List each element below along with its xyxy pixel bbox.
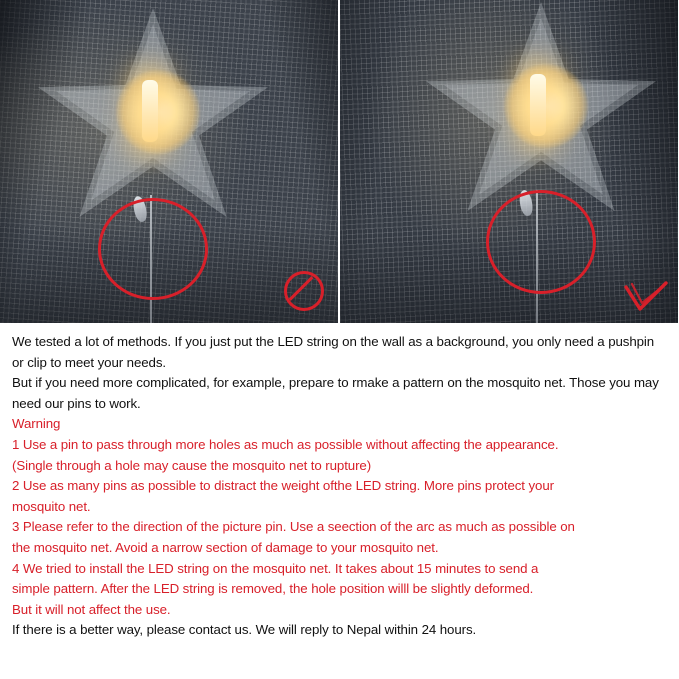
paragraph-intro-4: need our pins to work. <box>12 395 141 411</box>
rule-2-line-2: mosquito net. <box>12 498 91 514</box>
paragraph-intro-2: or clip to meet your needs. <box>12 354 166 370</box>
image-strip <box>0 0 679 323</box>
photo-correct-example <box>340 0 678 323</box>
rule-3-line-1: 3 Please refer to the direction of the picture pin. Use a seection of the arc as much as possible on <box>12 519 575 535</box>
led-star-light <box>38 8 268 228</box>
bulb-filament <box>530 74 546 136</box>
photo-incorrect-example <box>0 0 338 323</box>
rule-1-line-2: (Single through a hole may cause the mosquito net to rupture) <box>12 457 372 473</box>
instruction-text <box>0 323 679 640</box>
rule-2-line-1: 2 Use as many pins as possible to distract the weight ofthe LED string. More pins protect your <box>12 478 554 494</box>
paragraph-intro-3: But if you need more complicated, for example, prepare to rmake a pattern on the mosquito net. Those you may <box>12 375 659 391</box>
rule-4-line-1: 4 We tried to install the LED string on the mosquito net. It takes about 15 minutes to send a <box>12 560 539 576</box>
red-circle-annotation <box>98 198 208 300</box>
bulb-glow <box>116 70 200 154</box>
bulb-glow <box>504 64 588 148</box>
red-circle-annotation <box>486 190 596 294</box>
rule-4-line-3: But it will not affect the use. <box>12 601 171 617</box>
check-mark-icon <box>624 281 668 315</box>
rule-4-line-2: simple pattern. After the LED string is removed, the hole position willl be slightly deformed. <box>12 581 534 597</box>
no-entry-icon <box>284 271 324 311</box>
rule-1-line-1: 1 Use a pin to pass through more holes as much as possible without affecting the appearance. <box>12 436 559 452</box>
warning-heading: Warning <box>12 416 61 432</box>
rule-3-line-2: the mosquito net. Avoid a narrow section of damage to your mosquito net. <box>12 539 439 555</box>
contact-line: If there is a better way, please contact us. We will reply to Nepal within 24 hours. <box>12 622 477 638</box>
paragraph-intro-1: We tested a lot of methods. If you just put the LED string on the wall as a background, you only need a pushpin <box>12 334 655 349</box>
bulb-filament <box>142 80 158 142</box>
led-star-light <box>426 2 656 222</box>
